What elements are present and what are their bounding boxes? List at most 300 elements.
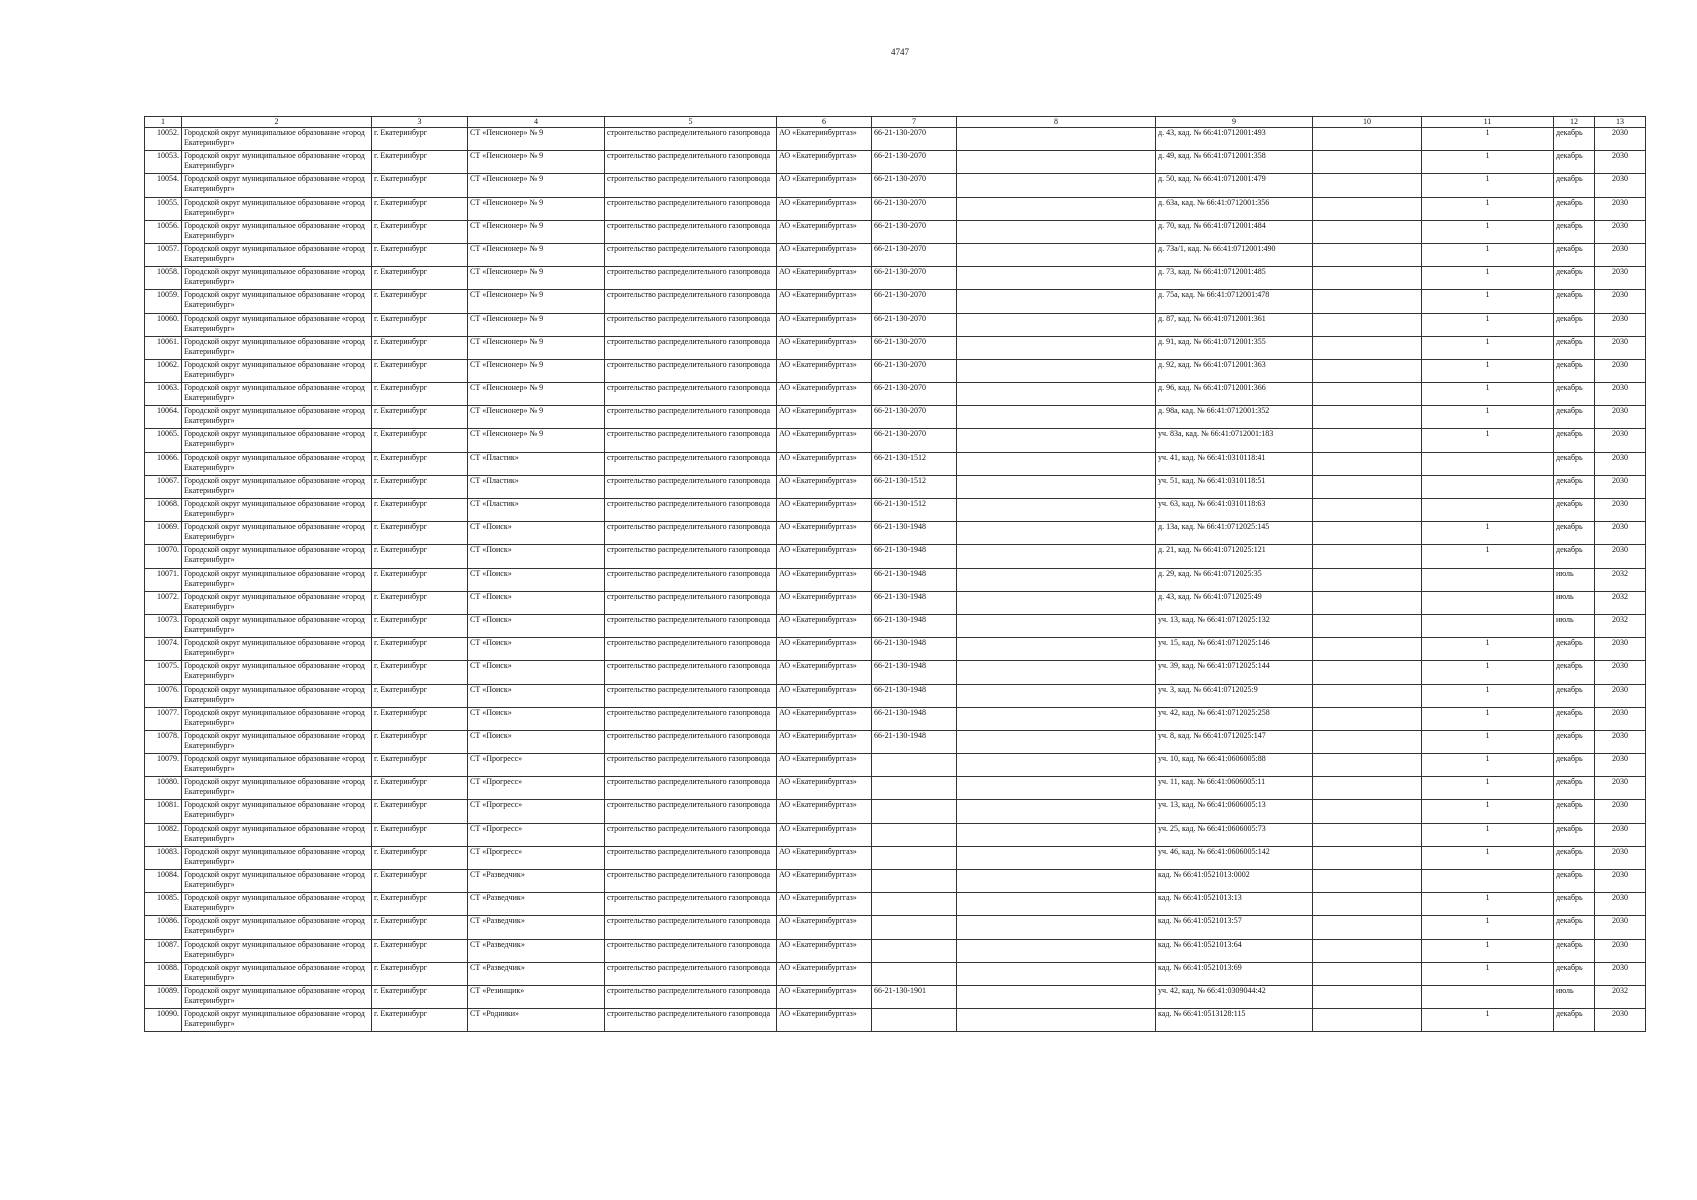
cell-owner: Городской округ муниципальное образование «город Екатеринбург»: [182, 406, 372, 429]
cell-notes: [957, 452, 1156, 475]
cell-month: июль: [1554, 568, 1595, 591]
cell-month: декабрь: [1554, 243, 1595, 266]
cell-extra: [1313, 174, 1422, 197]
cell-address-cadastral: д. 91, кад. № 66:41:0712001:355: [1156, 336, 1313, 359]
cell-operator: АО «Екатеринбурггаз»: [777, 243, 872, 266]
cell-quantity: 1: [1422, 800, 1554, 823]
cell-operator: АО «Екатеринбурггаз»: [777, 499, 872, 522]
cell-notes: [957, 777, 1156, 800]
cell-quantity: 1: [1422, 522, 1554, 545]
cell-month: декабрь: [1554, 730, 1595, 753]
table-row: [145, 499, 1646, 522]
cell-notes: [957, 614, 1156, 637]
cell-registry-number: [872, 777, 957, 800]
cell-operator: АО «Екатеринбурггаз»: [777, 452, 872, 475]
cell-row-number: 10066.: [145, 452, 182, 475]
cell-quantity: 1: [1422, 290, 1554, 313]
cell-settlement: СТ «Разведчик»: [468, 893, 605, 916]
cell-notes: [957, 684, 1156, 707]
column-header-9: 9: [1156, 117, 1313, 128]
cell-purpose: строительство распределительного газопровода: [605, 313, 777, 336]
cell-address-cadastral: д. 43, кад. № 66:41:0712001:493: [1156, 128, 1313, 151]
cell-month: декабрь: [1554, 846, 1595, 869]
cell-operator: АО «Екатеринбурггаз»: [777, 962, 872, 985]
cell-settlement: СТ «Поиск»: [468, 684, 605, 707]
cell-extra: [1313, 916, 1422, 939]
cell-row-number: 10060.: [145, 313, 182, 336]
cell-quantity: 1: [1422, 684, 1554, 707]
cell-owner: Городской округ муниципальное образование «город Екатеринбург»: [182, 614, 372, 637]
cell-extra: [1313, 800, 1422, 823]
cell-owner: Городской округ муниципальное образование «город Екатеринбург»: [182, 846, 372, 869]
cell-year: 2032: [1595, 985, 1646, 1008]
cell-notes: [957, 151, 1156, 174]
cell-notes: [957, 522, 1156, 545]
cell-year: 2030: [1595, 916, 1646, 939]
cell-extra: [1313, 870, 1422, 893]
cell-purpose: строительство распределительного газопровода: [605, 197, 777, 220]
cell-month: декабрь: [1554, 939, 1595, 962]
cell-owner: Городской округ муниципальное образование «город Екатеринбург»: [182, 777, 372, 800]
cell-year: 2030: [1595, 383, 1646, 406]
cell-quantity: [1422, 870, 1554, 893]
cell-notes: [957, 220, 1156, 243]
cell-extra: [1313, 638, 1422, 661]
cell-month: декабрь: [1554, 290, 1595, 313]
cell-extra: [1313, 893, 1422, 916]
cell-operator: АО «Екатеринбурггаз»: [777, 336, 872, 359]
cell-registry-number: [872, 754, 957, 777]
cell-city: г. Екатеринбург: [372, 290, 468, 313]
cell-row-number: 10072.: [145, 591, 182, 614]
cell-city: г. Екатеринбург: [372, 475, 468, 498]
cell-registry-number: 66-21-130-1512: [872, 475, 957, 498]
cell-notes: [957, 823, 1156, 846]
cell-city: г. Екатеринбург: [372, 568, 468, 591]
cell-purpose: строительство распределительного газопровода: [605, 290, 777, 313]
cell-quantity: 1: [1422, 916, 1554, 939]
table-body: [145, 128, 1646, 1032]
table-row: [145, 452, 1646, 475]
cell-address-cadastral: д. 21, кад. № 66:41:0712025:121: [1156, 545, 1313, 568]
cell-notes: [957, 638, 1156, 661]
cell-month: декабрь: [1554, 916, 1595, 939]
table-row: [145, 962, 1646, 985]
cell-quantity: 1: [1422, 197, 1554, 220]
table-row: [145, 174, 1646, 197]
column-header-7: 7: [872, 117, 957, 128]
cell-year: 2032: [1595, 591, 1646, 614]
cell-operator: АО «Екатеринбурггаз»: [777, 939, 872, 962]
cell-notes: [957, 730, 1156, 753]
cell-purpose: строительство распределительного газопровода: [605, 916, 777, 939]
cell-settlement: СТ «Пенсионер» № 9: [468, 359, 605, 382]
cell-city: г. Екатеринбург: [372, 777, 468, 800]
cell-settlement: СТ «Резинщик»: [468, 985, 605, 1008]
cell-purpose: строительство распределительного газопровода: [605, 1009, 777, 1032]
cell-row-number: 10083.: [145, 846, 182, 869]
cell-extra: [1313, 939, 1422, 962]
cell-city: г. Екатеринбург: [372, 754, 468, 777]
cell-settlement: СТ «Пластик»: [468, 452, 605, 475]
cell-owner: Городской округ муниципальное образование «город Екатеринбург»: [182, 684, 372, 707]
cell-year: 2030: [1595, 777, 1646, 800]
cell-row-number: 10078.: [145, 730, 182, 753]
cell-extra: [1313, 568, 1422, 591]
column-header-10: 10: [1313, 117, 1422, 128]
cell-purpose: строительство распределительного газопровода: [605, 383, 777, 406]
cell-settlement: СТ «Прогресс»: [468, 823, 605, 846]
cell-registry-number: 66-21-130-1948: [872, 614, 957, 637]
cell-settlement: СТ «Прогресс»: [468, 846, 605, 869]
cell-city: г. Екатеринбург: [372, 313, 468, 336]
cell-purpose: строительство распределительного газопровода: [605, 661, 777, 684]
cell-address-cadastral: д. 13а, кад. № 66:41:0712025:145: [1156, 522, 1313, 545]
cell-city: г. Екатеринбург: [372, 916, 468, 939]
cell-row-number: 10058.: [145, 267, 182, 290]
cell-settlement: СТ «Родники»: [468, 1009, 605, 1032]
cell-extra: [1313, 243, 1422, 266]
cell-row-number: 10080.: [145, 777, 182, 800]
cell-address-cadastral: уч. 25, кад. № 66:41:0606005:73: [1156, 823, 1313, 846]
table-row: [145, 754, 1646, 777]
cell-month: июль: [1554, 614, 1595, 637]
cell-month: июль: [1554, 985, 1595, 1008]
cell-city: г. Екатеринбург: [372, 499, 468, 522]
table-row: [145, 823, 1646, 846]
cell-purpose: строительство распределительного газопровода: [605, 151, 777, 174]
cell-purpose: строительство распределительного газопровода: [605, 800, 777, 823]
cell-notes: [957, 429, 1156, 452]
cell-extra: [1313, 591, 1422, 614]
cell-settlement: СТ «Пенсионер» № 9: [468, 151, 605, 174]
cell-address-cadastral: уч. 41, кад. № 66:41:0310118:41: [1156, 452, 1313, 475]
cell-address-cadastral: уч. 83а, кад. № 66:41:0712001:183: [1156, 429, 1313, 452]
cell-notes: [957, 383, 1156, 406]
table-row: [145, 777, 1646, 800]
cell-purpose: строительство распределительного газопровода: [605, 939, 777, 962]
cell-year: 2032: [1595, 568, 1646, 591]
cell-operator: АО «Екатеринбурггаз»: [777, 985, 872, 1008]
cell-month: декабрь: [1554, 174, 1595, 197]
cell-settlement: СТ «Поиск»: [468, 522, 605, 545]
cell-operator: АО «Екатеринбурггаз»: [777, 893, 872, 916]
cell-extra: [1313, 823, 1422, 846]
cell-city: г. Екатеринбург: [372, 383, 468, 406]
cell-notes: [957, 174, 1156, 197]
cell-month: декабрь: [1554, 220, 1595, 243]
cell-owner: Городской округ муниципальное образование «город Екатеринбург»: [182, 1009, 372, 1032]
cell-month: декабрь: [1554, 359, 1595, 382]
cell-month: декабрь: [1554, 313, 1595, 336]
column-header-11: 11: [1422, 117, 1554, 128]
cell-owner: Городской округ муниципальное образование «город Екатеринбург»: [182, 128, 372, 151]
cell-owner: Городской округ муниципальное образование «город Екатеринбург»: [182, 220, 372, 243]
cell-operator: АО «Екатеринбурггаз»: [777, 429, 872, 452]
cell-row-number: 10075.: [145, 661, 182, 684]
cell-operator: АО «Екатеринбурггаз»: [777, 591, 872, 614]
cell-registry-number: 66-21-130-1948: [872, 684, 957, 707]
cell-year: 2030: [1595, 730, 1646, 753]
cell-owner: Городской округ муниципальное образование «город Екатеринбург»: [182, 522, 372, 545]
cell-year: 2030: [1595, 359, 1646, 382]
cell-operator: АО «Екатеринбурггаз»: [777, 684, 872, 707]
cell-operator: АО «Екатеринбурггаз»: [777, 707, 872, 730]
cell-owner: Городской округ муниципальное образование «город Екатеринбург»: [182, 730, 372, 753]
cell-quantity: 1: [1422, 893, 1554, 916]
cell-notes: [957, 985, 1156, 1008]
cell-settlement: СТ «Поиск»: [468, 591, 605, 614]
data-table: [144, 116, 1646, 1032]
cell-purpose: строительство распределительного газопровода: [605, 614, 777, 637]
cell-settlement: СТ «Пенсионер» № 9: [468, 290, 605, 313]
cell-operator: АО «Екатеринбурггаз»: [777, 846, 872, 869]
cell-owner: Городской округ муниципальное образование «город Екатеринбург»: [182, 267, 372, 290]
cell-year: 2030: [1595, 707, 1646, 730]
cell-city: г. Екатеринбург: [372, 336, 468, 359]
cell-year: 2030: [1595, 800, 1646, 823]
cell-quantity: 1: [1422, 336, 1554, 359]
column-header-3: 3: [372, 117, 468, 128]
cell-extra: [1313, 290, 1422, 313]
cell-owner: Городской округ муниципальное образование «город Екатеринбург»: [182, 707, 372, 730]
cell-quantity: 1: [1422, 777, 1554, 800]
cell-row-number: 10063.: [145, 383, 182, 406]
cell-year: 2030: [1595, 174, 1646, 197]
cell-owner: Городской округ муниципальное образование «город Екатеринбург»: [182, 429, 372, 452]
cell-extra: [1313, 429, 1422, 452]
cell-month: июль: [1554, 591, 1595, 614]
cell-settlement: СТ «Пенсионер» № 9: [468, 174, 605, 197]
column-header-12: 12: [1554, 117, 1595, 128]
cell-year: 2030: [1595, 823, 1646, 846]
cell-registry-number: [872, 823, 957, 846]
cell-settlement: СТ «Поиск»: [468, 707, 605, 730]
cell-notes: [957, 754, 1156, 777]
cell-quantity: 1: [1422, 638, 1554, 661]
cell-year: 2030: [1595, 290, 1646, 313]
cell-row-number: 10087.: [145, 939, 182, 962]
cell-registry-number: [872, 1009, 957, 1032]
cell-month: декабрь: [1554, 475, 1595, 498]
cell-quantity: 1: [1422, 707, 1554, 730]
cell-address-cadastral: д. 49, кад. № 66:41:0712001:358: [1156, 151, 1313, 174]
cell-settlement: СТ «Пенсионер» № 9: [468, 128, 605, 151]
cell-owner: Городской округ муниципальное образование «город Екатеринбург»: [182, 313, 372, 336]
column-header-2: 2: [182, 117, 372, 128]
table-row: [145, 1009, 1646, 1032]
cell-purpose: строительство распределительного газопровода: [605, 684, 777, 707]
cell-month: декабрь: [1554, 128, 1595, 151]
cell-purpose: строительство распределительного газопровода: [605, 522, 777, 545]
cell-quantity: 1: [1422, 429, 1554, 452]
cell-quantity: 1: [1422, 939, 1554, 962]
page-number: 4747: [891, 47, 909, 57]
cell-row-number: 10061.: [145, 336, 182, 359]
cell-extra: [1313, 151, 1422, 174]
cell-year: 2030: [1595, 661, 1646, 684]
cell-year: 2030: [1595, 243, 1646, 266]
cell-owner: Городской округ муниципальное образование «город Екатеринбург»: [182, 336, 372, 359]
cell-city: г. Екатеринбург: [372, 846, 468, 869]
cell-purpose: строительство распределительного газопровода: [605, 475, 777, 498]
cell-operator: АО «Екатеринбурггаз»: [777, 174, 872, 197]
cell-quantity: 1: [1422, 661, 1554, 684]
cell-address-cadastral: д. 73а/1, кад. № 66:41:0712001:490: [1156, 243, 1313, 266]
cell-extra: [1313, 684, 1422, 707]
cell-operator: АО «Екатеринбурггаз»: [777, 128, 872, 151]
cell-year: 2030: [1595, 313, 1646, 336]
cell-extra: [1313, 522, 1422, 545]
cell-quantity: 1: [1422, 313, 1554, 336]
cell-row-number: 10070.: [145, 545, 182, 568]
cell-owner: Городской округ муниципальное образование «город Екатеринбург»: [182, 870, 372, 893]
cell-city: г. Екатеринбург: [372, 614, 468, 637]
cell-address-cadastral: уч. 42, кад. № 66:41:0712025:258: [1156, 707, 1313, 730]
cell-operator: АО «Екатеринбурггаз»: [777, 406, 872, 429]
cell-extra: [1313, 383, 1422, 406]
cell-city: г. Екатеринбург: [372, 406, 468, 429]
cell-year: 2030: [1595, 267, 1646, 290]
cell-operator: АО «Екатеринбурггаз»: [777, 545, 872, 568]
cell-owner: Городской округ муниципальное образование «город Екатеринбург»: [182, 823, 372, 846]
cell-operator: АО «Екатеринбурггаз»: [777, 870, 872, 893]
cell-extra: [1313, 336, 1422, 359]
cell-notes: [957, 661, 1156, 684]
cell-extra: [1313, 545, 1422, 568]
cell-purpose: строительство распределительного газопровода: [605, 591, 777, 614]
cell-month: декабрь: [1554, 707, 1595, 730]
cell-owner: Городской округ муниципальное образование «город Екатеринбург»: [182, 290, 372, 313]
cell-registry-number: 66-21-130-1948: [872, 730, 957, 753]
cell-extra: [1313, 128, 1422, 151]
table-row: [145, 568, 1646, 591]
cell-month: декабрь: [1554, 684, 1595, 707]
cell-registry-number: [872, 916, 957, 939]
cell-quantity: 1: [1422, 128, 1554, 151]
cell-operator: АО «Екатеринбурггаз»: [777, 661, 872, 684]
cell-owner: Городской округ муниципальное образование «город Екатеринбург»: [182, 545, 372, 568]
cell-city: г. Екатеринбург: [372, 730, 468, 753]
cell-address-cadastral: уч. 13, кад. № 66:41:0606005:13: [1156, 800, 1313, 823]
cell-year: 2030: [1595, 684, 1646, 707]
cell-settlement: СТ «Прогресс»: [468, 754, 605, 777]
cell-notes: [957, 568, 1156, 591]
cell-settlement: СТ «Поиск»: [468, 661, 605, 684]
cell-settlement: СТ «Пластик»: [468, 499, 605, 522]
cell-month: декабрь: [1554, 823, 1595, 846]
cell-extra: [1313, 661, 1422, 684]
cell-address-cadastral: уч. 11, кад. № 66:41:0606005:11: [1156, 777, 1313, 800]
cell-quantity: [1422, 452, 1554, 475]
cell-owner: Городской округ муниципальное образование «город Екатеринбург»: [182, 383, 372, 406]
cell-row-number: 10067.: [145, 475, 182, 498]
cell-quantity: 1: [1422, 823, 1554, 846]
cell-settlement: СТ «Пенсионер» № 9: [468, 313, 605, 336]
cell-owner: Городской округ муниципальное образование «город Екатеринбург»: [182, 499, 372, 522]
cell-extra: [1313, 220, 1422, 243]
cell-settlement: СТ «Разведчик»: [468, 916, 605, 939]
cell-registry-number: 66-21-130-2070: [872, 383, 957, 406]
cell-operator: АО «Екатеринбурггаз»: [777, 151, 872, 174]
cell-registry-number: [872, 893, 957, 916]
cell-registry-number: 66-21-130-1512: [872, 452, 957, 475]
cell-purpose: строительство распределительного газопровода: [605, 754, 777, 777]
cell-owner: Городской округ муниципальное образование «город Екатеринбург»: [182, 638, 372, 661]
cell-quantity: 1: [1422, 383, 1554, 406]
column-header-13: 13: [1595, 117, 1646, 128]
cell-settlement: СТ «Прогресс»: [468, 777, 605, 800]
cell-operator: АО «Екатеринбурггаз»: [777, 568, 872, 591]
table-row: [145, 661, 1646, 684]
cell-registry-number: [872, 962, 957, 985]
cell-city: г. Екатеринбург: [372, 985, 468, 1008]
table-row: [145, 846, 1646, 869]
cell-address-cadastral: уч. 39, кад. № 66:41:0712025:144: [1156, 661, 1313, 684]
cell-registry-number: 66-21-130-1948: [872, 545, 957, 568]
cell-row-number: 10071.: [145, 568, 182, 591]
cell-year: 2030: [1595, 846, 1646, 869]
cell-city: г. Екатеринбург: [372, 452, 468, 475]
cell-settlement: СТ «Пластик»: [468, 475, 605, 498]
cell-address-cadastral: кад. № 66:41:0521013:0002: [1156, 870, 1313, 893]
cell-operator: АО «Екатеринбурггаз»: [777, 916, 872, 939]
cell-operator: АО «Екатеринбурггаз»: [777, 754, 872, 777]
cell-registry-number: 66-21-130-1512: [872, 499, 957, 522]
table-row: [145, 267, 1646, 290]
cell-year: 2030: [1595, 452, 1646, 475]
cell-year: 2030: [1595, 220, 1646, 243]
cell-extra: [1313, 730, 1422, 753]
cell-operator: АО «Екатеринбурггаз»: [777, 823, 872, 846]
cell-registry-number: 66-21-130-2070: [872, 197, 957, 220]
cell-city: г. Екатеринбург: [372, 267, 468, 290]
cell-year: 2030: [1595, 962, 1646, 985]
column-header-5: 5: [605, 117, 777, 128]
cell-notes: [957, 939, 1156, 962]
cell-quantity: 1: [1422, 174, 1554, 197]
cell-owner: Городской округ муниципальное образование «город Екатеринбург»: [182, 568, 372, 591]
cell-settlement: СТ «Пенсионер» № 9: [468, 197, 605, 220]
cell-city: г. Екатеринбург: [372, 800, 468, 823]
cell-notes: [957, 499, 1156, 522]
cell-year: 2030: [1595, 893, 1646, 916]
cell-city: г. Екатеринбург: [372, 638, 468, 661]
cell-month: декабрь: [1554, 754, 1595, 777]
cell-owner: Городской округ муниципальное образование «город Екатеринбург»: [182, 800, 372, 823]
cell-purpose: строительство распределительного газопровода: [605, 406, 777, 429]
table-row: [145, 707, 1646, 730]
cell-notes: [957, 313, 1156, 336]
cell-operator: АО «Екатеринбурггаз»: [777, 220, 872, 243]
cell-city: г. Екатеринбург: [372, 128, 468, 151]
cell-quantity: [1422, 475, 1554, 498]
cell-year: 2032: [1595, 614, 1646, 637]
cell-address-cadastral: уч. 63, кад. № 66:41:0310118:63: [1156, 499, 1313, 522]
cell-settlement: СТ «Поиск»: [468, 638, 605, 661]
cell-month: декабрь: [1554, 383, 1595, 406]
cell-quantity: 1: [1422, 267, 1554, 290]
cell-address-cadastral: уч. 10, кад. № 66:41:0606005:88: [1156, 754, 1313, 777]
cell-purpose: строительство распределительного газопровода: [605, 243, 777, 266]
cell-month: декабрь: [1554, 893, 1595, 916]
column-header-6: 6: [777, 117, 872, 128]
cell-owner: Городской округ муниципальное образование «город Екатеринбург»: [182, 985, 372, 1008]
cell-settlement: СТ «Разведчик»: [468, 962, 605, 985]
cell-purpose: строительство распределительного газопровода: [605, 985, 777, 1008]
cell-address-cadastral: уч. 8, кад. № 66:41:0712025:147: [1156, 730, 1313, 753]
cell-extra: [1313, 197, 1422, 220]
